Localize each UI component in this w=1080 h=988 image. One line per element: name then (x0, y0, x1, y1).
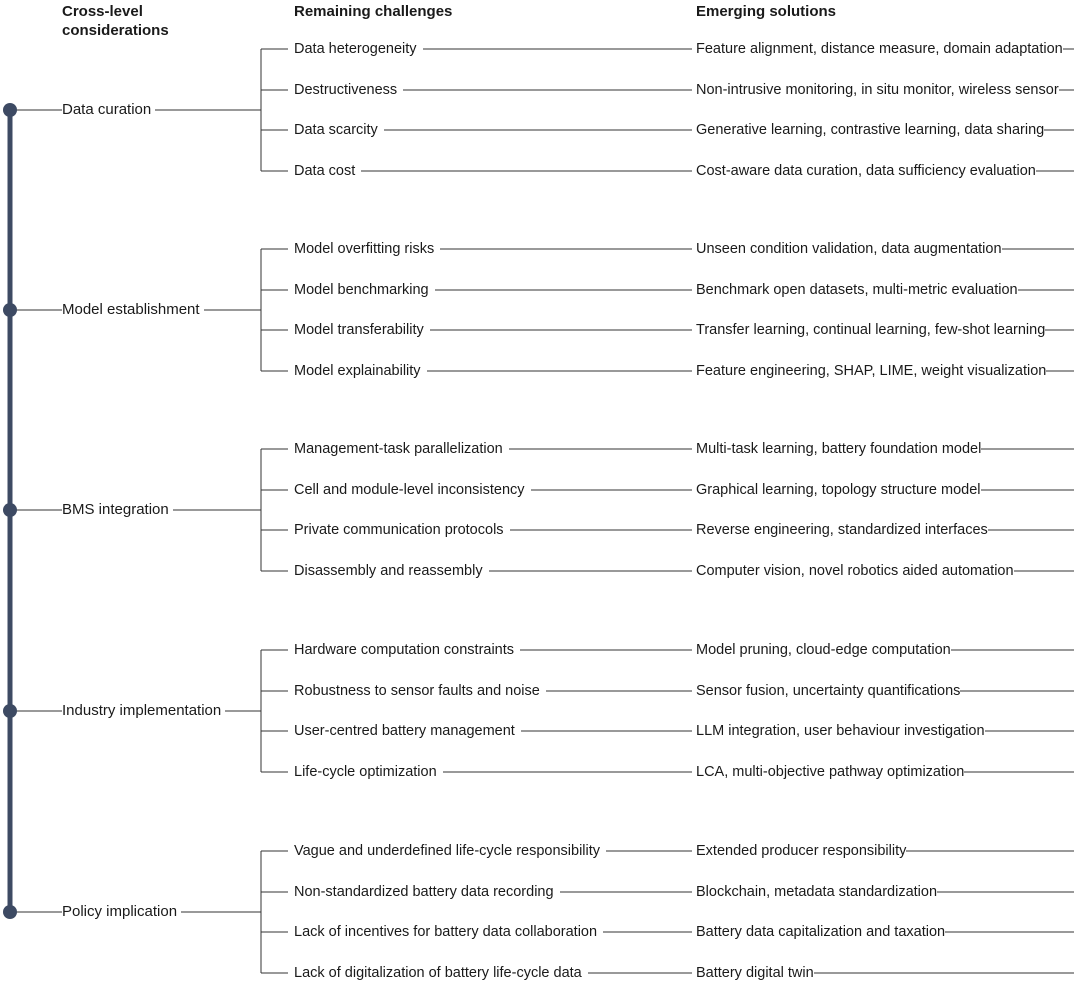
header-emerging-solutions: Emerging solutions (696, 3, 837, 20)
challenge-text: Management-task parallelization (294, 440, 509, 458)
solution-text: Extended producer responsibility (692, 842, 906, 860)
solution-text: LLM integration, user behaviour investigation (692, 722, 985, 740)
challenge-text: Model explainability (294, 362, 427, 380)
solution-text: Blockchain, metadata standardization (692, 883, 937, 901)
solution-text: Model pruning, cloud-edge computation (692, 641, 951, 659)
challenge-text: Disassembly and reassembly (294, 562, 489, 580)
solution-text: Graphical learning, topology structure model (692, 481, 981, 499)
header-cross-level: Cross-level considerations (62, 3, 169, 39)
solution-text: Computer vision, novel robotics aided automation (692, 562, 1014, 580)
solution-text: Unseen condition validation, data augmentation (692, 240, 1002, 258)
timeline-node (3, 905, 17, 919)
challenge-text: Data heterogeneity (294, 40, 423, 58)
challenge-text: Data scarcity (294, 121, 384, 139)
challenge-text: Life-cycle optimization (294, 763, 443, 781)
challenge-text: Lack of digitalization of battery life-cycle data (294, 964, 588, 982)
challenge-text: Hardware computation constraints (294, 641, 520, 659)
level-label: Industry implementation (62, 702, 225, 720)
challenge-text: Robustness to sensor faults and noise (294, 682, 546, 700)
solution-text: Multi-task learning, battery foundation model (692, 440, 981, 458)
header-remaining-challenges: Remaining challenges (294, 3, 453, 20)
timeline-node (3, 503, 17, 517)
solution-text: Battery data capitalization and taxation (692, 923, 945, 941)
level-label: Data curation (62, 101, 155, 119)
solution-text: Sensor fusion, uncertainty quantifications (692, 682, 960, 700)
solution-text: Benchmark open datasets, multi-metric evaluation (692, 281, 1018, 299)
challenge-text: Cell and module-level inconsistency (294, 481, 531, 499)
timeline-node (3, 103, 17, 117)
challenge-text: Private communication protocols (294, 521, 510, 539)
challenge-text: User-centred battery management (294, 722, 521, 740)
solution-text: LCA, multi-objective pathway optimization (692, 763, 964, 781)
challenge-text: Lack of incentives for battery data collaboration (294, 923, 603, 941)
challenge-text: Vague and underdefined life-cycle responsibility (294, 842, 606, 860)
challenge-text: Model overfitting risks (294, 240, 440, 258)
solution-text: Non-intrusive monitoring, in situ monitor, wireless sensor (692, 81, 1059, 99)
timeline-node (3, 704, 17, 718)
solution-text: Feature alignment, distance measure, domain adaptation (692, 40, 1063, 58)
solution-text: Reverse engineering, standardized interfaces (692, 521, 988, 539)
challenge-text: Destructiveness (294, 81, 403, 99)
level-label: Policy implication (62, 903, 181, 921)
solution-text: Generative learning, contrastive learning, data sharing (692, 121, 1044, 139)
timeline-node (3, 303, 17, 317)
solution-text: Feature engineering, SHAP, LIME, weight visualization (692, 362, 1046, 380)
solution-text: Cost-aware data curation, data sufficiency evaluation (692, 162, 1036, 180)
challenge-text: Non-standardized battery data recording (294, 883, 560, 901)
challenge-text: Model transferability (294, 321, 430, 339)
level-label: BMS integration (62, 501, 173, 519)
challenge-text: Data cost (294, 162, 361, 180)
challenge-text: Model benchmarking (294, 281, 435, 299)
level-label: Model establishment (62, 301, 204, 319)
solution-text: Battery digital twin (692, 964, 814, 982)
solution-text: Transfer learning, continual learning, few-shot learning (692, 321, 1045, 339)
